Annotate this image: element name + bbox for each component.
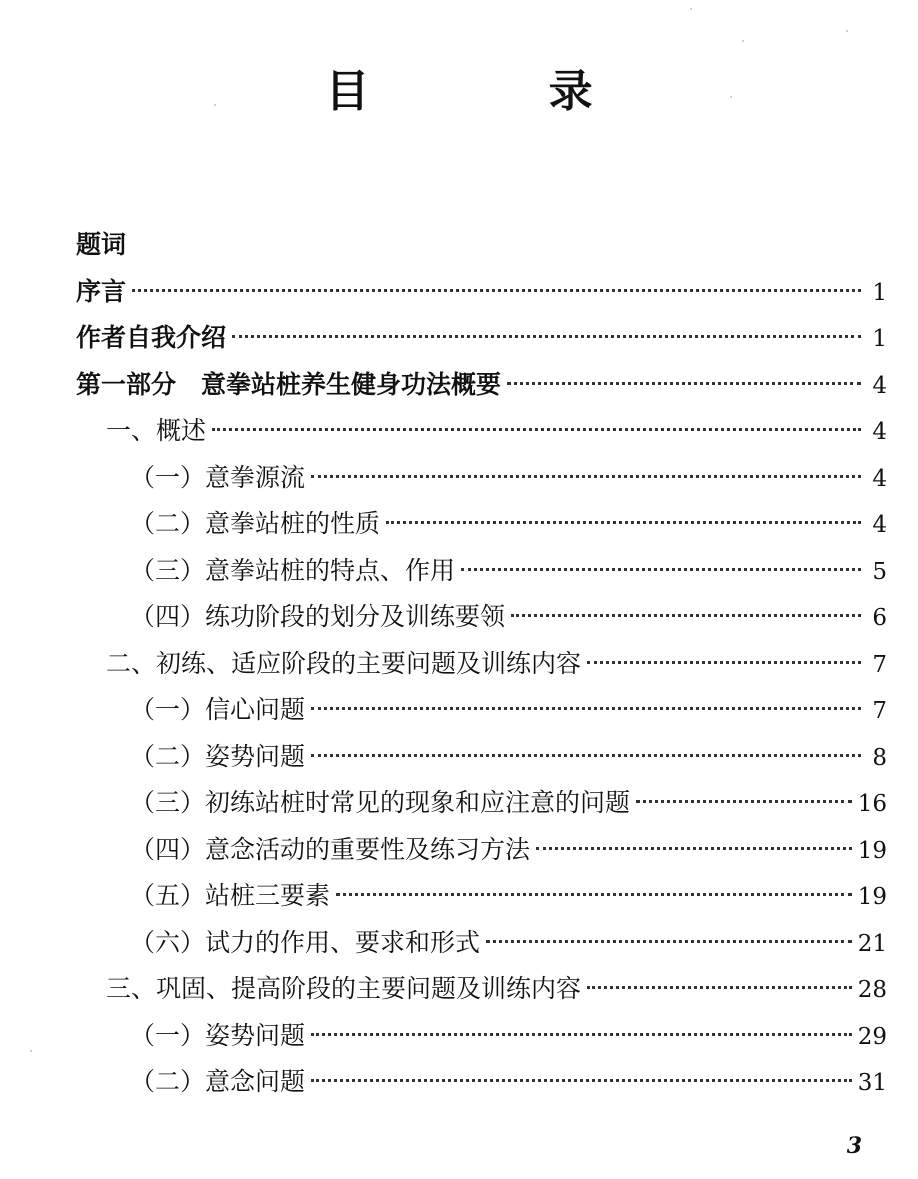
toc-entry-page-number: 31 [857, 1070, 887, 1096]
toc-entry[interactable] [130, 920, 887, 966]
toc-entry-page-number: 19 [857, 884, 887, 910]
toc-entry[interactable] [130, 780, 887, 826]
toc-dot-leader [311, 754, 861, 757]
toc-entry-page-number: 4 [872, 419, 887, 445]
toc-entry[interactable] [130, 827, 887, 873]
toc-entry[interactable] [76, 222, 887, 268]
toc-entry-label: （四）练功阶段的划分及训练要领 [130, 602, 506, 631]
toc-dot-leader [132, 289, 861, 292]
toc-entry-page-number: 7 [872, 651, 887, 678]
toc-entry-label: （二）意念问题 [130, 1067, 306, 1096]
toc-dot-leader [311, 1079, 852, 1082]
toc-entry-page-number: 6 [872, 605, 887, 631]
toc-dot-leader [461, 568, 861, 571]
scan-speck [730, 96, 732, 98]
toc-entry-label: 第一部分 意拳站桩养生健身功法概要 [76, 369, 502, 399]
toc-entry-label: （四）意念活动的重要性及练习方法 [130, 834, 531, 864]
toc-entry-label: （一）信心问题 [130, 695, 306, 724]
toc-entry[interactable] [130, 594, 887, 640]
toc-entry-page-number: 4 [872, 512, 887, 538]
toc-dot-leader [232, 335, 861, 338]
toc-entry-label: （一）意拳源流 [130, 462, 306, 492]
toc-entry-label: （三）初练站桩时常见的现象和应注意的问题 [130, 788, 631, 817]
scan-speck [214, 104, 216, 106]
toc-dot-leader [486, 940, 852, 943]
toc-entry-label: 序言 [76, 276, 127, 306]
toc-entry-label: （六）试力的作用、要求和形式 [130, 927, 481, 957]
toc-entry[interactable] [76, 362, 887, 408]
toc-entry[interactable] [130, 548, 887, 594]
toc-dot-leader [311, 475, 861, 478]
toc-entry[interactable] [130, 734, 887, 780]
toc-dot-leader [587, 986, 852, 989]
page-number: 3 [846, 1133, 862, 1159]
toc-entry-page-number: 19 [857, 837, 887, 864]
toc-entry-page-number: 28 [857, 977, 887, 1003]
toc-entry-label: 作者自我介绍 [76, 323, 227, 352]
toc-entry-label: 题词 [76, 230, 127, 259]
scan-speck [742, 40, 744, 42]
toc-entry-label: 二、初练、适应阶段的主要问题及训练内容 [106, 648, 582, 678]
toc-entry-page-number: 21 [857, 930, 887, 957]
toc-entry-label: （二）意拳站桩的性质 [130, 509, 381, 538]
scan-speck [30, 1050, 32, 1052]
toc-entry-label: （五）站桩三要素 [130, 881, 331, 910]
toc-dot-leader [587, 661, 861, 664]
toc-entry[interactable] [106, 408, 887, 454]
toc-entry[interactable] [130, 1059, 887, 1105]
toc-dot-leader [336, 893, 852, 896]
toc-dot-leader [511, 614, 861, 617]
toc-dot-leader [536, 847, 852, 850]
toc-dot-leader [311, 707, 861, 710]
toc-entry-label: 三、巩固、提高阶段的主要问题及训练内容 [106, 974, 582, 1003]
toc-entry-page-number: 4 [872, 465, 887, 492]
toc-entry-page-number: 1 [872, 326, 887, 352]
scan-speck [690, 8, 692, 10]
toc-entry-label: 一、概述 [106, 416, 207, 445]
toc-entry[interactable] [76, 269, 887, 315]
toc-entry-page-number: 4 [872, 372, 887, 399]
toc-entry-page-number: 29 [857, 1023, 887, 1050]
toc-entry[interactable] [130, 1013, 887, 1059]
toc-entry-page-number: 1 [872, 279, 887, 306]
scan-speck [846, 30, 848, 32]
toc-entry[interactable] [130, 873, 887, 919]
toc-entry[interactable] [130, 501, 887, 547]
toc-entry-page-number: 7 [872, 698, 887, 724]
toc-entry[interactable] [76, 315, 887, 361]
toc-dot-leader [311, 1033, 852, 1036]
toc-entry-page-number: 16 [857, 791, 887, 817]
toc-entry-page-number: 5 [872, 558, 887, 585]
toc-dot-leader [212, 428, 861, 431]
toc-dot-leader [636, 800, 852, 803]
toc-entry[interactable] [106, 966, 887, 1012]
toc-entry-label: （二）姿势问题 [130, 741, 306, 771]
page-title: 目 录 [325, 66, 675, 117]
toc-dot-leader [386, 521, 861, 524]
toc-entry-label: （三）意拳站桩的特点、作用 [130, 555, 456, 585]
toc-entry-label: （一）姿势问题 [130, 1020, 306, 1050]
toc-entry[interactable] [130, 687, 887, 733]
toc-dot-leader [507, 382, 861, 385]
toc-entry-page-number: 8 [872, 744, 887, 771]
toc-entry[interactable] [130, 455, 887, 501]
toc-entry[interactable] [106, 641, 887, 687]
